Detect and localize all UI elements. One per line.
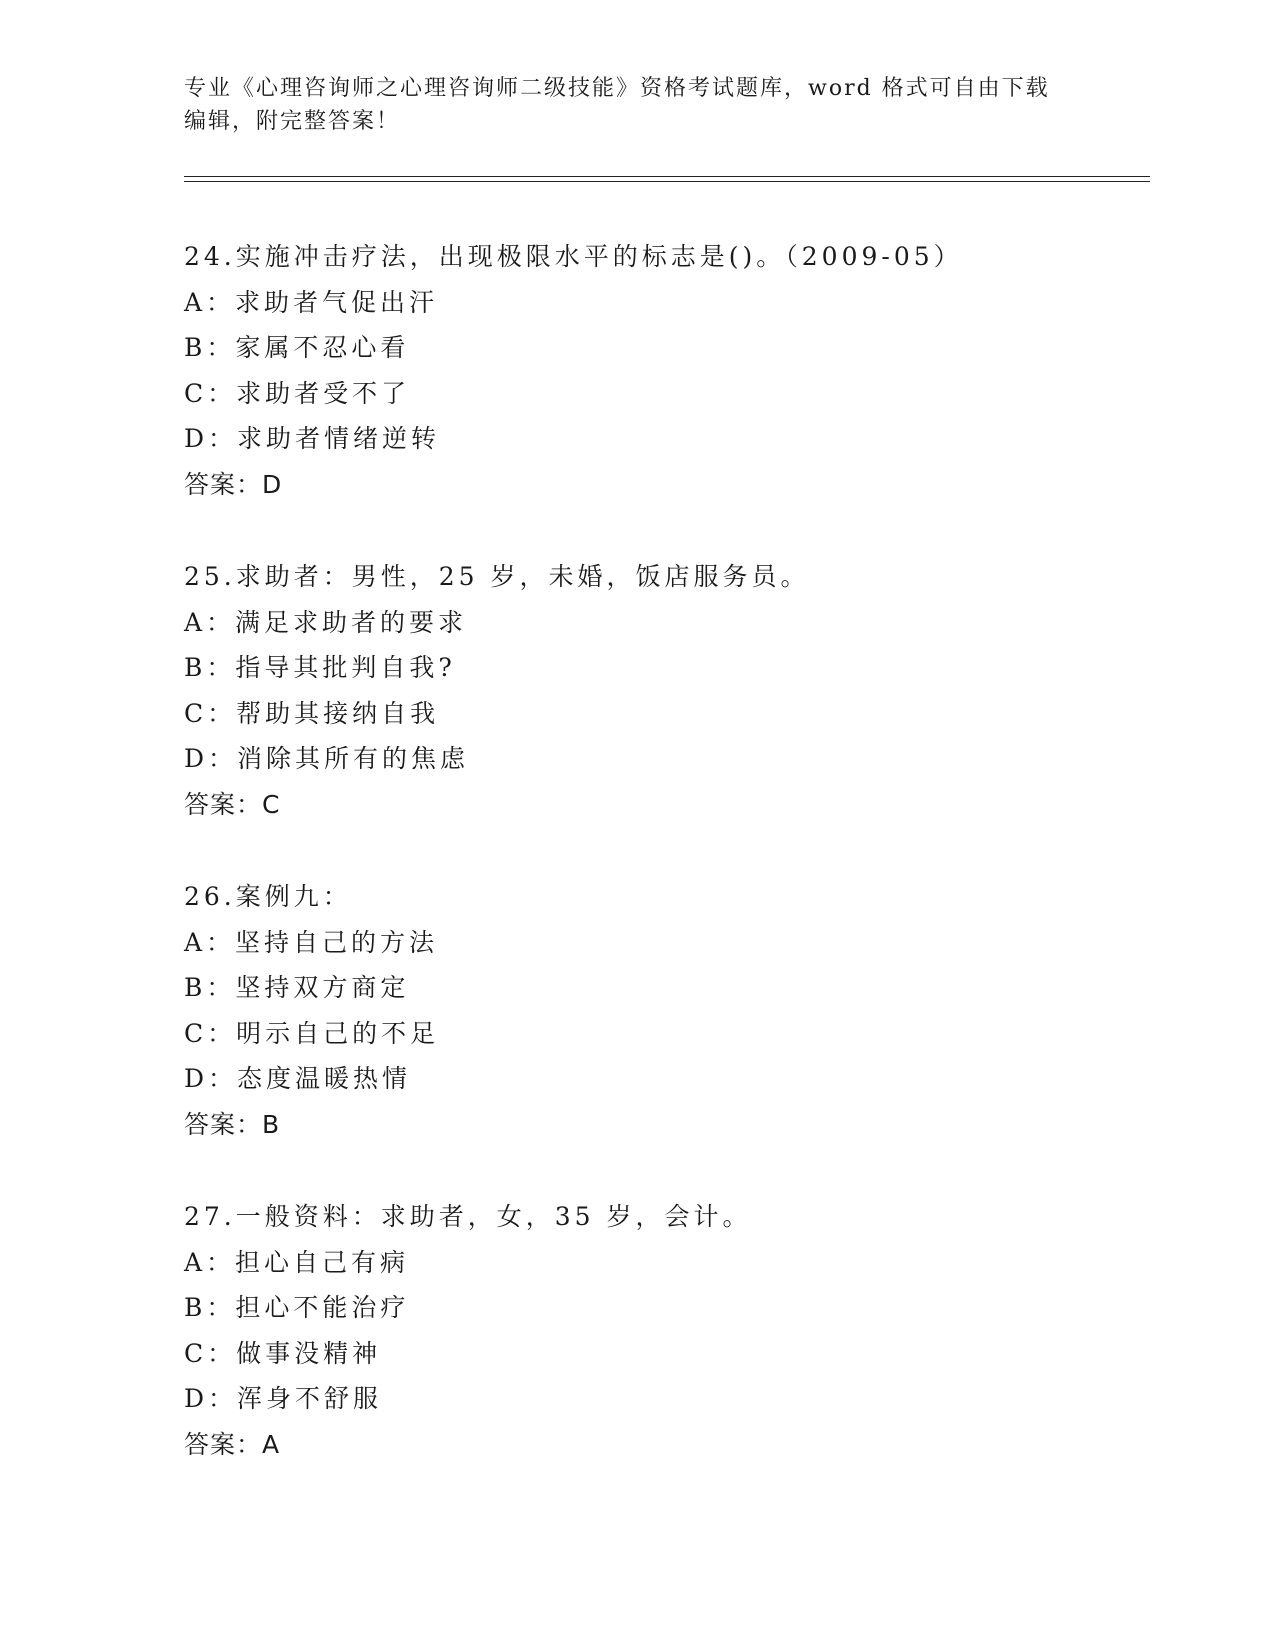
question-stem: 26.案例九： <box>184 882 352 911</box>
option-a: A：求助者气促出汗 <box>184 287 439 317</box>
answer: 答案：C <box>184 789 281 819</box>
answer: 答案：B <box>184 1109 281 1139</box>
header-divider-top <box>184 176 1150 177</box>
option-b: B：担心不能治疗 <box>184 1293 410 1322</box>
option-a: A：满足求助者的要求 <box>184 607 468 637</box>
header-line-2: 编辑，附完整答案！ <box>184 109 401 134</box>
header-divider-bottom <box>184 181 1150 182</box>
question-27 <box>184 1194 1144 1467</box>
question-stem: 25.求助者：男性，25 岁，未婚，饭店服务员。 <box>184 562 810 591</box>
question-stem: 24.实施冲击疗法，出现极限水平的标志是()。（2009-05） <box>184 242 963 271</box>
option-d: D：态度温暖热情 <box>184 1064 412 1093</box>
option-d: D：求助者情绪逆转 <box>184 424 441 453</box>
option-c: C：求助者受不了 <box>184 378 411 408</box>
question-26 <box>184 874 1144 1147</box>
question-25 <box>184 554 1144 827</box>
option-b: B：家属不忍心看 <box>184 333 410 362</box>
option-a: A：担心自己有病 <box>184 1247 410 1277</box>
answer: 答案：A <box>184 1429 281 1459</box>
question-stem: 27.一般资料：求助者，女，35 岁，会计。 <box>184 1202 752 1231</box>
option-d: D：消除其所有的焦虑 <box>184 744 470 773</box>
option-a: A：坚持自己的方法 <box>184 927 439 957</box>
question-24 <box>184 234 1144 507</box>
option-c: C：明示自己的不足 <box>184 1018 440 1048</box>
answer: 答案：D <box>184 469 283 499</box>
document-header <box>184 72 1084 138</box>
option-c: C：帮助其接纳自我 <box>184 698 440 728</box>
option-b: B：坚持双方商定 <box>184 973 410 1002</box>
option-d: D：浑身不舒服 <box>184 1384 383 1413</box>
header-line-1: 专业《心理咨询师之心理咨询师二级技能》资格考试题库，word 格式可自由下载 <box>184 76 1050 101</box>
option-c: C：做事没精神 <box>184 1338 382 1368</box>
option-b: B：指导其批判自我? <box>184 653 456 682</box>
